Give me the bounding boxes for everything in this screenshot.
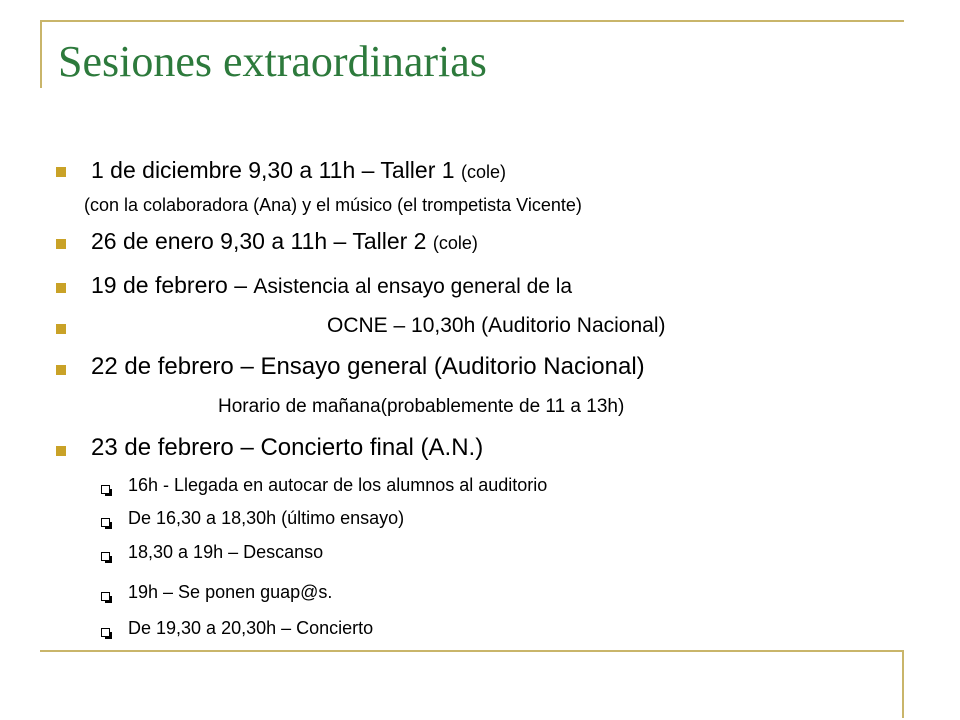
sub-list-item: 16h - Llegada en autocar de los alumnos al auditorio	[128, 475, 548, 495]
frame-top-line	[40, 20, 904, 22]
sub-list-item: De 19,30 a 20,30h – Concierto	[128, 618, 374, 638]
checkbox-bullet-icon	[101, 628, 110, 637]
item-main-text: 1 de diciembre 9,30 a 11h – Taller 1	[91, 157, 461, 183]
bullet-icon	[56, 324, 66, 334]
frame-left-line	[40, 20, 42, 88]
item-small-text: (cole)	[460, 162, 506, 182]
list-item: OCNE – 10,30h (Auditorio Nacional)	[327, 314, 666, 337]
sub-list-item: 18,30 a 19h – Descanso	[128, 542, 324, 562]
bullet-icon	[56, 365, 66, 375]
checkbox-bullet-icon	[101, 485, 110, 494]
frame-bottom-line	[40, 650, 904, 652]
list-item: 23 de febrero – Concierto final (A.N.)	[91, 434, 484, 461]
list-item-note: (con la colaboradora (Ana) y el músico (el trompetista Vicente)	[84, 195, 582, 215]
list-item	[91, 272, 572, 299]
list-item: 22 de febrero – Ensayo general (Auditorio Nacional)	[91, 353, 645, 380]
list-item	[91, 157, 506, 184]
frame-right-line	[902, 650, 904, 718]
bullet-icon	[56, 446, 66, 456]
sub-list-item: De 16,30 a 18,30h (último ensayo)	[128, 508, 405, 528]
sub-list-item: 19h – Se ponen guap@s.	[128, 582, 333, 602]
checkbox-bullet-icon	[101, 518, 110, 527]
slide-title: Sesiones extraordinarias	[58, 37, 487, 86]
list-item	[91, 228, 478, 255]
item-main-text: 26 de enero 9,30 a 11h – Taller 2	[91, 228, 433, 254]
list-item-note: Horario de mañana(probablemente de 11 a 13h)	[218, 396, 625, 417]
item-main-text: 19 de febrero –	[91, 272, 254, 298]
bullet-icon	[56, 239, 66, 249]
bullet-icon	[56, 167, 66, 177]
checkbox-bullet-icon	[101, 552, 110, 561]
item-small-text: Asistencia al ensayo general de la	[253, 275, 573, 298]
checkbox-bullet-icon	[101, 592, 110, 601]
item-small-text: (cole)	[432, 233, 478, 253]
bullet-icon	[56, 283, 66, 293]
